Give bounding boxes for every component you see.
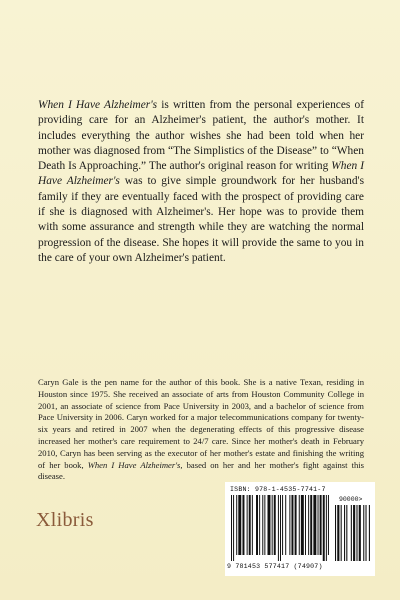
barcode-bar — [353, 505, 355, 561]
barcode-bar — [252, 495, 253, 555]
barcode-bar — [320, 495, 322, 555]
barcode-bar — [285, 495, 286, 555]
barcode-bar — [356, 505, 357, 561]
barcode-bar — [238, 495, 241, 555]
blurb-text-2: was to give simple groundwork for her husband's family if they are eventually faced with the prospect of providing care if she is diagnosed with Alzheimer's. Her hope was to provide them with some assurance and strength while they are watching the normal progression of the disease. She hopes it will provide the same to you in the care of your own Alzheimer's patient. — [38, 175, 365, 264]
barcode-bar — [274, 495, 276, 555]
barcode-bar — [326, 495, 327, 561]
barcode-bar — [289, 495, 290, 555]
bio-book-title: When I Have Alzheimer's — [87, 459, 181, 470]
barcode-bar — [278, 495, 279, 561]
barcode-bar — [259, 495, 260, 555]
barcode-bar — [282, 495, 283, 555]
blurb-text-1: is written from the personal experiences of providing care for an Alzheimer's patient, the author's mother. It includes everything the author wishes she had been told when her mother was diagnosed from “The Simplistics of the Disease” to “When Death Is Approaching.” The author's original reason for writing — [38, 99, 365, 173]
book-title-italic-2: When I Have Alzheimer's — [38, 160, 364, 188]
author-bio — [38, 377, 364, 483]
barcode-bar — [318, 495, 319, 555]
barcode-bar — [295, 495, 297, 555]
barcode-bar — [337, 505, 339, 561]
bio-text-1: Caryn Gale is the pen name for the author of this book. She is a native Texan, residing in Houston since 1975. She received an associate of arts from Houston Community College in 2001, an associate of science from Pace University in 2003, and a bachelor of science from Pace University in 2006. Caryn worked for a major telecommunications company for twenty-six years and retired in 2007 when the degenerating effects of this progressive disease increased her mother's care requirement to 24/7 care. Since her mother's death in February 2010, Caryn has been serving as the executor of her mother's estate and finishing the writing of her book, — [38, 377, 364, 470]
barcode-bar — [341, 505, 342, 561]
price-code: 90000> — [339, 496, 363, 503]
barcode-bar — [231, 495, 232, 561]
barcode-bar — [267, 495, 270, 555]
addon-barcode — [335, 505, 370, 561]
barcode-bar — [236, 495, 237, 555]
barcode-bar — [301, 495, 304, 555]
barcode-bar — [328, 495, 329, 555]
barcode-bar — [308, 495, 309, 555]
bio-text-2: , based on her and her mother's fight against this disease. — [38, 459, 364, 482]
barcode-bar — [299, 495, 300, 555]
barcode-bar — [363, 505, 364, 561]
barcode-bar — [369, 505, 370, 561]
barcode-digits: 9 781453 577417 (74907) — [227, 563, 323, 570]
barcode-block — [225, 482, 375, 576]
barcode-bar — [310, 495, 312, 555]
blurb-paragraph — [38, 98, 364, 266]
ean-barcode — [231, 495, 329, 561]
barcode-bar — [335, 505, 336, 561]
book-title-italic: When I Have Alzheimer's — [38, 99, 158, 111]
barcode-bar — [233, 495, 234, 561]
book-blurb — [38, 98, 364, 266]
barcode-bar — [272, 495, 273, 555]
barcode-bar — [346, 505, 347, 561]
barcode-bar — [305, 495, 306, 555]
barcode-bar — [262, 495, 263, 555]
barcode-bar — [359, 505, 361, 561]
barcode-bar — [242, 495, 244, 555]
barcode-bar — [323, 495, 325, 561]
barcode-bar — [280, 495, 281, 561]
barcode-bar — [313, 495, 316, 555]
barcode-bar — [365, 505, 366, 561]
barcode-bar — [344, 505, 345, 561]
isbn-label: ISBN: 978-1-4535-7741-7 — [230, 486, 326, 493]
barcode-bar — [247, 495, 248, 555]
barcode-bar — [291, 495, 293, 555]
barcode-bar — [249, 495, 251, 555]
barcode-bar — [256, 495, 258, 555]
barcode-bar — [264, 495, 265, 555]
publisher-logo: Xlibris — [36, 509, 94, 531]
bio-paragraph — [38, 377, 364, 483]
barcode-bar — [351, 505, 352, 561]
